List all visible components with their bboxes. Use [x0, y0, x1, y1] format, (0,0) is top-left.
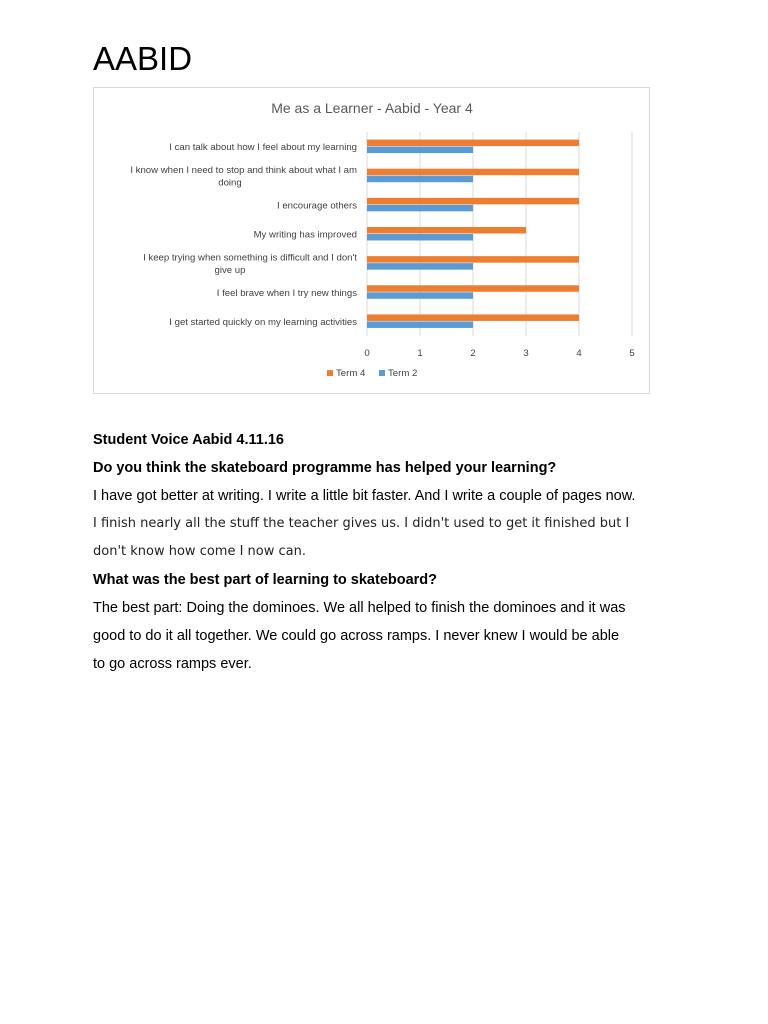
bar-term-4	[367, 314, 579, 321]
bar-term-2	[367, 147, 473, 154]
bar-term-4	[367, 198, 579, 205]
answer-1-line-1: I have got better at writing. I write a little bit faster. And I write a couple of pages now.	[93, 488, 636, 504]
bar-term-2	[367, 321, 473, 328]
bar-term-4	[367, 227, 526, 234]
bar-term-4	[367, 169, 579, 176]
question-1: Do you think the skateboard programme has helped your learning?	[93, 460, 557, 476]
answer-1-line-2: I finish nearly all the stuff the teacher gives us. I didn't used to get it finished but I	[93, 516, 630, 531]
bar-term-2	[367, 176, 473, 183]
bar-term-4	[367, 140, 579, 147]
answer-2-line-2: good to do it all together. We could go across ramps. I never knew I would be able	[93, 628, 620, 644]
category-label: I keep trying when something is difficult and I don't	[143, 252, 357, 264]
legend-swatch	[327, 370, 333, 376]
bar-term-2	[367, 205, 473, 212]
question-2: What was the best part of learning to skateboard?	[93, 572, 438, 588]
category-label: I encourage others	[276, 200, 357, 212]
student-voice-heading: Student Voice Aabid 4.11.16	[93, 432, 284, 448]
answer-1-line-3: don't know how come I now can.	[93, 544, 306, 559]
chart-title: Me as a Learner - Aabid - Year 4	[271, 100, 473, 116]
bar-chart	[94, 88, 651, 395]
answer-2-line-1: The best part: Doing the dominoes. We all helped to finish the dominoes and it was	[93, 600, 626, 616]
bar-term-4	[367, 285, 579, 292]
bar-term-2	[367, 263, 473, 270]
category-label: I get started quickly on my learning activities	[169, 316, 357, 328]
category-label: My writing has improved	[253, 229, 357, 241]
x-tick-label: 0	[364, 348, 370, 359]
chart-container	[93, 87, 650, 394]
bar-term-2	[367, 234, 473, 241]
x-tick-label: 4	[576, 348, 582, 359]
answer-2-line-3: to go across ramps ever.	[93, 656, 252, 672]
bar-term-4	[367, 256, 579, 263]
legend-swatch	[379, 370, 385, 376]
category-label: I know when I need to stop and think about what I am	[130, 164, 357, 176]
legend-label: Term 4	[336, 368, 366, 379]
page-title: AABID	[93, 40, 193, 77]
category-label: I can talk about how I feel about my learning	[169, 142, 357, 154]
bar-term-2	[367, 292, 473, 299]
x-tick-label: 3	[523, 348, 529, 359]
category-label: I feel brave when I try new things	[216, 287, 357, 299]
x-tick-label: 2	[470, 348, 476, 359]
x-tick-label: 1	[417, 348, 423, 359]
category-label: give up	[214, 264, 246, 276]
legend-label: Term 2	[388, 368, 418, 379]
x-tick-label: 5	[629, 348, 635, 359]
category-label: doing	[218, 177, 242, 189]
